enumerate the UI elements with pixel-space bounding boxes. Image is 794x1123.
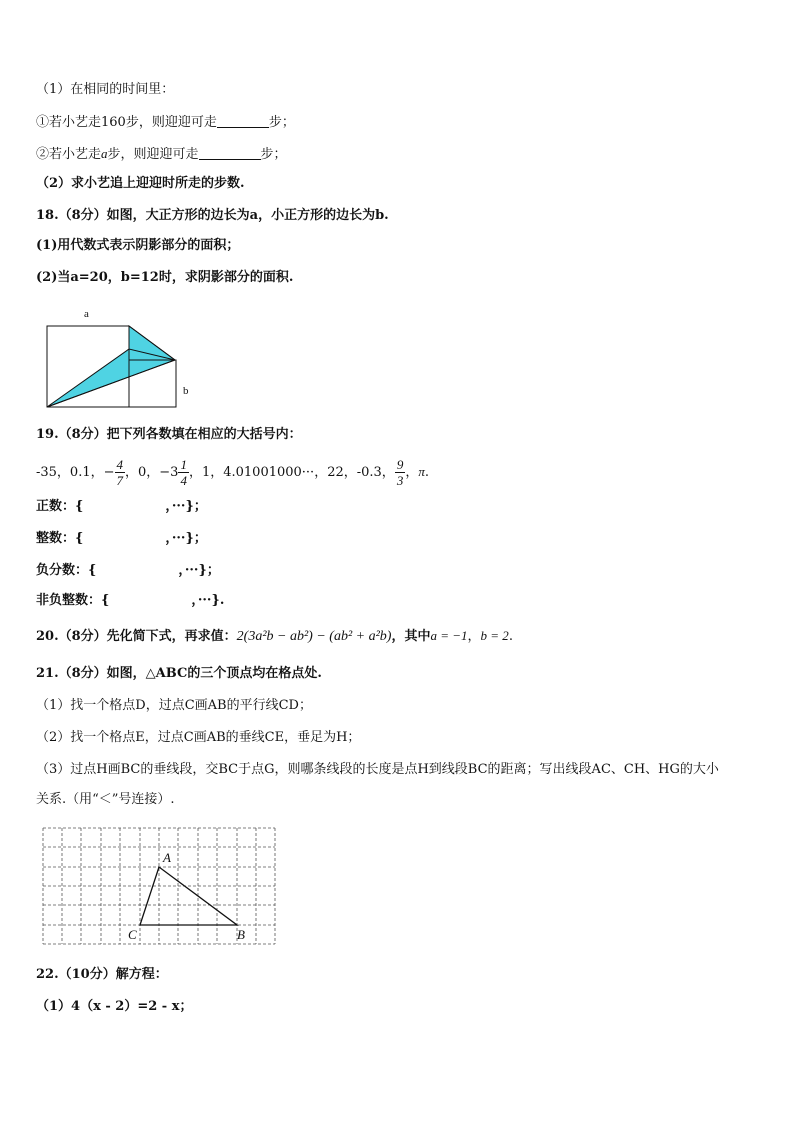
q17-item1-text: ①若小艺走160步，则迎迎可走: [36, 115, 217, 130]
pi-symbol: π: [418, 464, 425, 479]
q17-item2-text: ②若小艺走: [36, 147, 102, 162]
label-A: A: [163, 850, 171, 865]
triangle-abc: [140, 867, 237, 925]
q21-part3a: （3）过点H画BC的垂线段，交BC于点G，则哪条线段的长度是点H到线段BC的距离；写出线段AC、CH、HG的大小: [36, 762, 719, 777]
integer-tail: ，···}；: [165, 531, 207, 546]
q17-item1: [36, 114, 295, 132]
mixed-num: 1: [180, 457, 187, 472]
label-a: a: [84, 308, 89, 320]
nonnegative-integer-tail: ，···}.: [191, 593, 225, 608]
label-b: b: [183, 385, 189, 397]
label-B: B: [237, 927, 245, 942]
q20-mid: ，其中: [391, 629, 431, 644]
q20-condition-a: a = −1: [430, 628, 468, 643]
numbers-part-a: -35，0.1，−: [36, 465, 115, 480]
q17-item2-tail: 步；: [260, 147, 287, 162]
positive-row: [36, 498, 207, 516]
numbers-part-d: ，: [405, 465, 419, 480]
q21-part3b: 关系.（用“＜”号连接）.: [36, 792, 175, 807]
nonnegative-integer-row: [36, 592, 224, 610]
fraction-4-7: [115, 457, 126, 488]
q18-part2: (2)当a=20，b=12时，求阴影部分的面积.: [36, 270, 294, 285]
q18-part1: (1)用代数式表示阴影部分的面积；: [36, 238, 240, 253]
integer-row: [36, 530, 207, 548]
answer-blank-1[interactable]: [217, 115, 269, 128]
q17-sub1: （1）在相同的时间里：: [36, 82, 175, 97]
label-C: C: [128, 927, 137, 942]
q17-item1-tail: 步；: [268, 115, 295, 130]
q17-item2-text2: 步，则迎迎可走: [107, 147, 199, 162]
q20-stem: 20.（8分）先化简下式，再求值：: [36, 629, 237, 644]
q19-stem: 19.（8分）把下列各数填在相应的大括号内：: [36, 427, 302, 442]
q19-numbers: [36, 452, 429, 493]
fraction-9-3: [395, 457, 406, 488]
q17-sub2: （2）求小艺追上迎迎时所走的步数.: [36, 176, 245, 191]
q20-end: .: [508, 629, 513, 644]
shaded-triangle-lower: [47, 349, 175, 407]
q21-stem: 21.（8分）如图，△ABC的三个顶点均在格点处.: [36, 666, 322, 681]
mixed-den: 4: [180, 473, 187, 488]
q22-part1: （1）4（x - 2）=2 - x；: [36, 999, 193, 1014]
q18-stem: 18.（8分）如图，大正方形的边长为a，小正方形的边长为b.: [36, 208, 389, 223]
positive-tail: ，···}；: [165, 499, 207, 514]
q20-separator: ，: [467, 629, 481, 644]
frac1-den: 7: [116, 473, 124, 488]
negative-fraction-tail: ，···}；: [178, 563, 220, 578]
frac1-num: 4: [116, 457, 124, 472]
grid-triangle-figure: [40, 826, 280, 948]
answer-blank-2[interactable]: [199, 147, 261, 160]
q22-stem: 22.（10分）解方程：: [36, 967, 168, 982]
squares-figure: [40, 305, 200, 415]
q17-item2: [36, 145, 287, 164]
frac2-den: 3: [396, 473, 404, 488]
numbers-part-b: ，0，−3: [125, 465, 179, 480]
var-a: a: [101, 146, 108, 161]
integer-label: 整数：{: [36, 531, 84, 546]
q21-part2: （2）找一个格点E，过点C画AB的垂线CE，垂足为H；: [36, 730, 361, 745]
positive-label: 正数：{: [36, 499, 84, 514]
frac2-num: 9: [396, 457, 404, 472]
numbers-part-e: .: [424, 465, 429, 480]
q21-part1: （1）找一个格点D，过点C画AB的平行线CD；: [36, 698, 312, 713]
mixed-fraction: [178, 457, 189, 488]
q20-expression: 2(3a²b − ab²) − (ab² + a²b): [236, 629, 392, 644]
numbers-part-c: ，1，4.01001000···，22，-0.3，: [188, 465, 395, 480]
negative-fraction-row: [36, 562, 220, 580]
q20-condition-b: b = 2: [480, 628, 509, 643]
nonnegative-integer-label: 非负整数：{: [36, 593, 110, 608]
negative-fraction-label: 负分数：{: [36, 563, 97, 578]
q20-line: [36, 627, 513, 646]
